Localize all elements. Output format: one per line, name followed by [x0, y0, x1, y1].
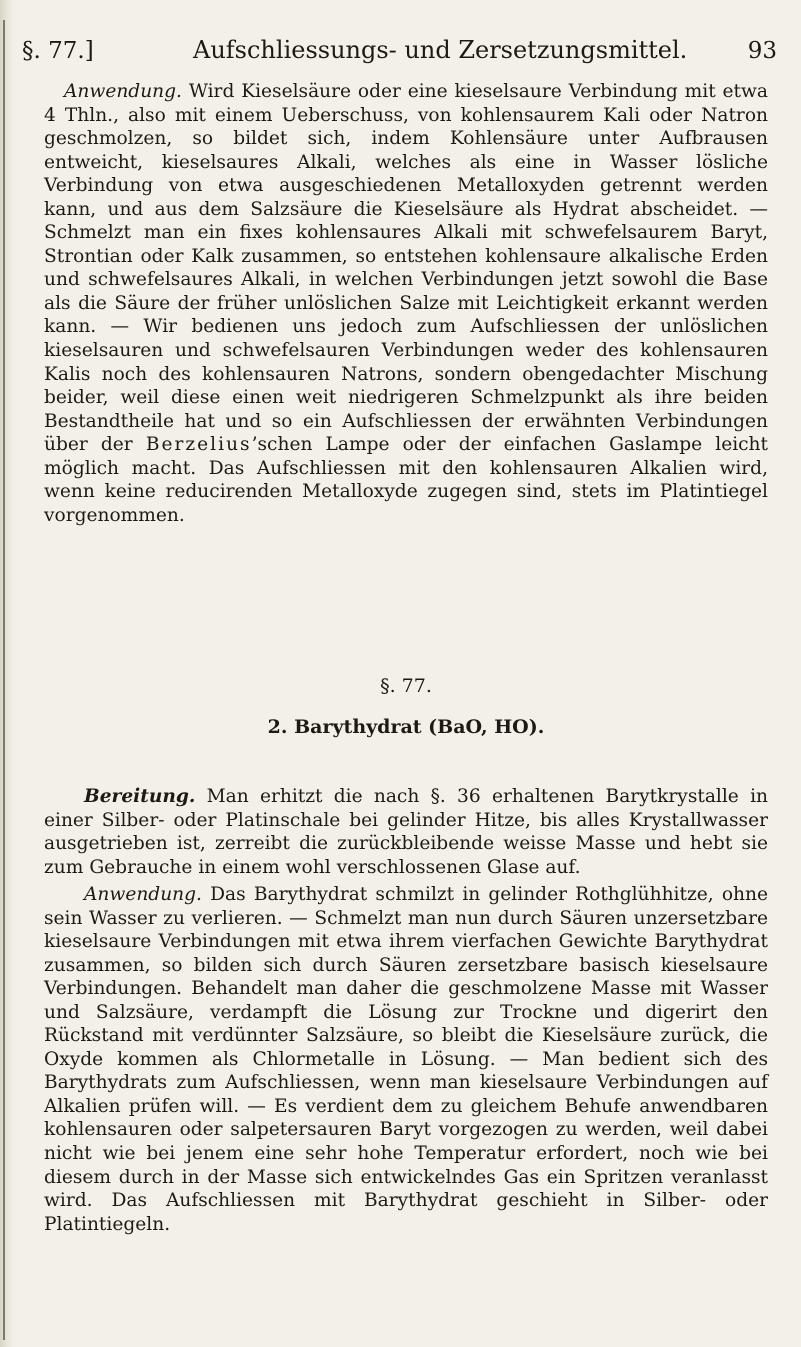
- paragraph-lead: Bereitung.: [84, 786, 196, 807]
- paragraph-text-after: ’schen Lampe oder der einfachen Gaslampe leicht möglich macht. Das Aufschliessen mit den kohlensauren Alkalien wird, wenn keine reducirenden Metalloxyde zugegen sind, stets im Platintiegel vorgenommen.: [44, 434, 769, 526]
- paragraph-anwendung-1: [44, 80, 768, 527]
- paragraph-lead: Anwendung.: [64, 81, 182, 102]
- paragraph-text: Man erhitzt die nach §. 36 erhaltenen Barytkrystalle in einer Silber- oder Platinschale bei gelinder Hitze, bis alles Krystallwasser ausgetrieben ist, zerreibt die zurückbleibende weisse Masse und hebt sie zum Gebrauche in einem wohl verschlossenen Glase auf.: [44, 786, 768, 878]
- page-number: 93: [747, 38, 777, 64]
- gutter-edge-line: [3, 20, 5, 1340]
- person-name: Berzelius: [145, 434, 252, 456]
- section-title: 2. Barythydrat (BaO, HO).: [267, 716, 545, 738]
- paragraph-bereitung: [44, 785, 768, 879]
- paragraph-anwendung-2: [44, 883, 768, 1236]
- page-gutter: [0, 0, 14, 1347]
- running-header: [22, 30, 777, 70]
- header-title: Aufschliessungs- und Zersetzungsmittel.: [193, 36, 688, 64]
- paragraph-text: Wird Kieselsäure oder eine kieselsaure Verbindung mit etwa 4 Thln., also mit einem Ueberschuss, von kohlensaurem Kali oder Natron geschmolzen, so bildet sich, indem Kohlensäure unter Aufbrausen entweicht, kieselsaures Alkali, welches als eine in Wasser lösliche Verbindung von etwa ausgeschiedenen Metalloxyden getrennt werden kann, und aus dem Salzsäure die Kieselsäure als Hydrat abscheidet. — Schmelzt man ein fixes kohlensaures Alkali mit schwefelsaurem Baryt, Strontian oder Kalk zusammen, so entstehen kohlensaure alkalische Erden und schwefelsaures Alkali, in welchen Verbindungen jetzt sowohl die Base als die Säure der früher unlöslichen Salze mit Leichtigkeit erkannt werden kann. — Wir bedienen uns jedoch zum Aufschliessen der unlöslichen kieselsauren und schwefelsauren Verbindungen weder des kohlensauren Kalis noch des kohlensauren Natrons, sondern obengedachter Mischung beider, weil diese einen weit niedrigeren Schmelzpunkt als ihre beiden Bestandtheile hat und so ein Aufschliessen der erwähnten Verbindungen über der: [44, 81, 768, 456]
- section-number: §. 77.: [380, 675, 432, 697]
- paragraph-lead: Anwendung.: [84, 884, 202, 905]
- paragraph-text: Das Barythydrat schmilzt in gelinder Rothglühhitze, ohne sein Wasser zu verlieren. — Schmelzt man nun durch Säuren unzersetzbare kieselsaure Verbindungen mit etwa ihrem vierfachen Gewichte Barythydrat zusammen, so bilden sich durch Säuren zersetzbare basisch kieselsaure Verbindungen. Behandelt man daher die geschmolzene Masse mit Wasser und Salzsäure, verdampft die Lösung zur Trockne und digerirt den Rückstand mit verdünnter Salzsäure, so bleibt die Kieselsäure zurück, die Oxyde kommen als Chlormetalle in Lösung. — Man bedient sich des Barythydrats zum Aufschliessen, wenn man kieselsaure Verbindungen auf Alkalien prüfen will. — Es verdient dem zu gleichem Behufe anwendbaren kohlensauren oder salpetersauren Baryt vorgezogen zu werden, weil dabei nicht wie bei jenem eine sehr hohe Temperatur erfordert, noch wie bei diesem durch in der Masse sich entwickelndes Gas ein Spritzen veranlasst wird. Das Aufschliessen mit Barythydrat geschieht in Silber- oder Platintiegeln.: [44, 884, 768, 1235]
- header-section: §. 77.]: [22, 38, 94, 64]
